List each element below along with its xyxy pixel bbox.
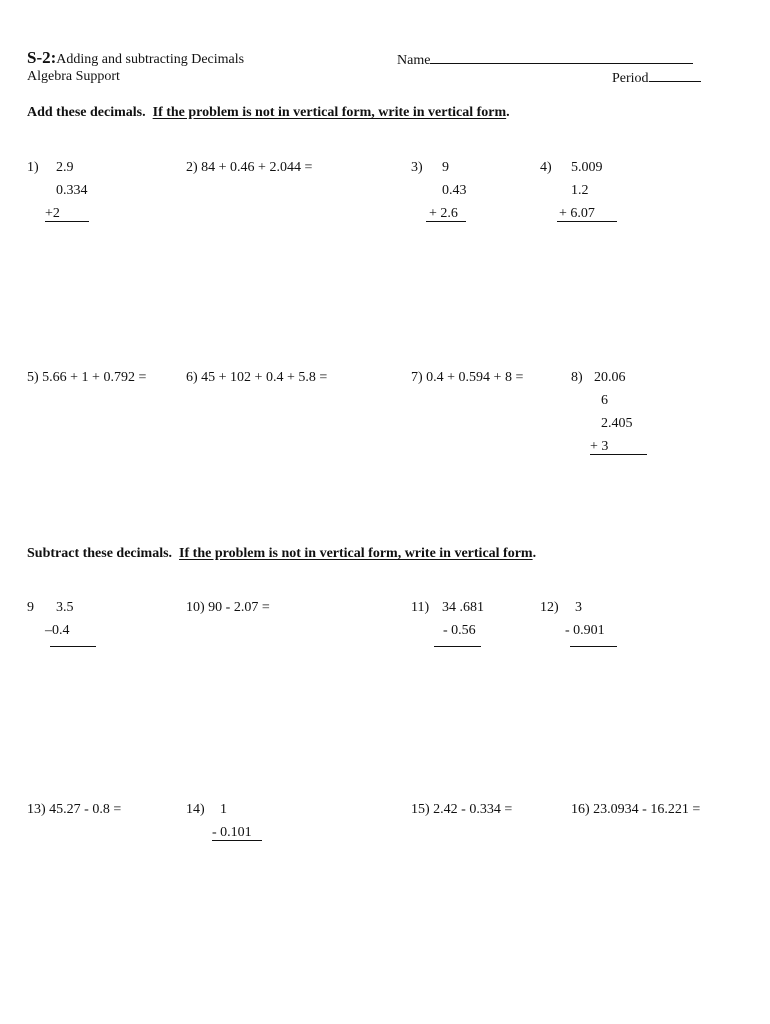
add-instructions: Add these decimals. If the problem is not in vertical form, write in vertical form. — [27, 105, 510, 120]
add-section-label: Add these decimals. — [27, 105, 146, 120]
operand: 0.334 — [56, 183, 88, 198]
difference-line — [50, 646, 96, 647]
problem-number: 9 — [27, 600, 34, 615]
operand: –0.4 — [45, 623, 70, 638]
problem-15: 15) 2.42 - 0.334 = — [411, 802, 513, 817]
operand: 3 — [575, 600, 582, 615]
period-label: Period — [612, 71, 649, 86]
difference-line — [570, 646, 617, 647]
sum-line — [557, 221, 617, 222]
worksheet-heading — [27, 50, 244, 68]
operand: 0.43 — [442, 183, 467, 198]
operand: - 0.101 — [212, 825, 252, 840]
problem-10: 10) 90 - 2.07 = — [186, 600, 270, 615]
worksheet-title: Adding and subtracting Decimals — [56, 52, 245, 67]
operand: 20.06 — [594, 370, 626, 385]
problem-7: 7) 0.4 + 0.594 + 8 = — [411, 370, 524, 385]
name-blank[interactable] — [430, 51, 693, 64]
operand: 3.5 — [56, 600, 74, 615]
problem-13: 13) 45.27 - 0.8 = — [27, 802, 122, 817]
sum-line — [590, 454, 647, 455]
operand: 9 — [442, 160, 449, 175]
add-section-instruction: If the problem is not in vertical form, write in vertical form — [152, 105, 507, 120]
problem-2: 2) 84 + 0.46 + 2.044 = — [186, 160, 313, 175]
problem-6: 6) 45 + 102 + 0.4 + 5.8 = — [186, 370, 328, 385]
problem-5: 5) 5.66 + 1 + 0.792 = — [27, 370, 147, 385]
problem-number: 4) — [540, 160, 552, 175]
operand: - 0.901 — [565, 623, 605, 638]
problem-number: 1) — [27, 160, 39, 175]
problem-number: 3) — [411, 160, 423, 175]
operand: 1 — [220, 802, 227, 817]
name-label: Name — [397, 53, 431, 68]
problem-number: 8) — [571, 370, 583, 385]
operand: 2.9 — [56, 160, 74, 175]
operand: +2 — [45, 206, 60, 221]
course-name: Algebra Support — [27, 69, 120, 84]
operand: 2.405 — [601, 416, 633, 431]
problem-number: 11) — [411, 600, 430, 615]
sum-line — [45, 221, 89, 222]
subtract-instructions: Subtract these decimals. If the problem is not in vertical form, write in vertical form. — [27, 546, 537, 561]
operand: 6 — [601, 393, 608, 408]
operand: - 0.56 — [443, 623, 476, 638]
subtract-section-instruction: If the problem is not in vertical form, write in vertical form — [179, 546, 533, 561]
operand: + 3 — [590, 439, 609, 454]
difference-line — [212, 840, 262, 841]
operand: 34 .681 — [442, 600, 484, 615]
operand: + 6.07 — [559, 206, 595, 221]
problem-16: 16) 23.0934 - 16.221 = — [571, 802, 701, 817]
problem-number: 12) — [540, 600, 559, 615]
period-field[interactable] — [612, 69, 701, 87]
subtract-section-label: Subtract these decimals. — [27, 546, 173, 561]
operand: 5.009 — [571, 160, 603, 175]
problem-number: 14) — [186, 802, 205, 817]
period-blank[interactable] — [649, 69, 701, 82]
difference-line — [434, 646, 481, 647]
operand: 1.2 — [571, 183, 589, 198]
name-field[interactable] — [397, 51, 693, 69]
worksheet-code: S-2: — [27, 48, 57, 67]
sum-line — [426, 221, 466, 222]
operand: + 2.6 — [429, 206, 458, 221]
